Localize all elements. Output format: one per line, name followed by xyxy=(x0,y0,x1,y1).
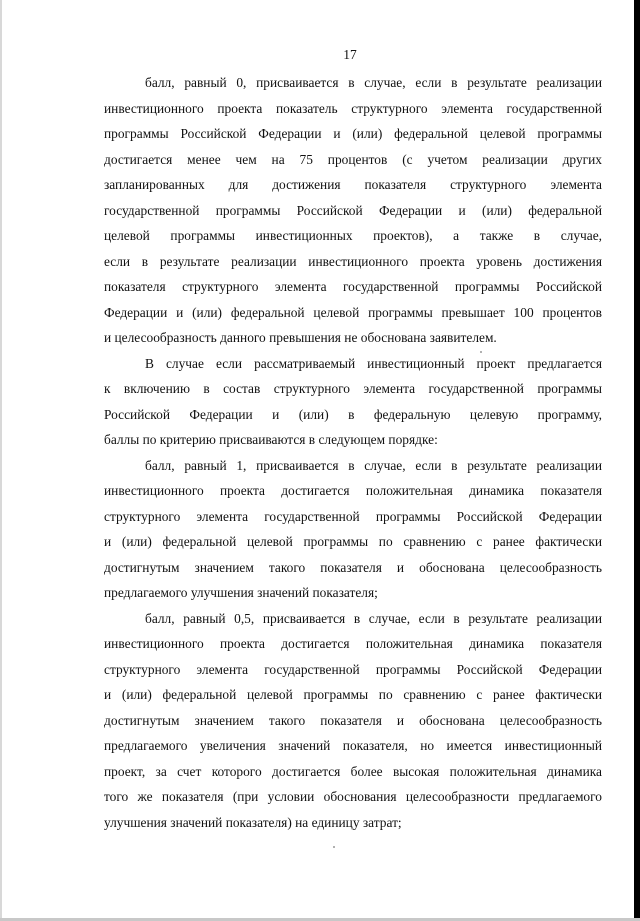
text-line: предлагаемого улучшения значений показателя; xyxy=(104,585,378,600)
text-line: инвестиционного проекта показатель структурного элемента государственной xyxy=(104,100,602,116)
scan-speck xyxy=(333,846,335,848)
text-line: целевой программы инвестиционных проектов), а также в случае, xyxy=(104,228,602,243)
text-line: баллы по критерию присваиваются в следующем порядке: xyxy=(104,432,438,447)
text-line: достигнутым значением такого показателя и обоснована целесообразность xyxy=(104,712,602,728)
paragraph xyxy=(104,453,602,606)
scan-speck xyxy=(480,351,482,353)
text-line: проект, за счет которого достигается более высокая положительная динамика xyxy=(104,763,602,779)
text-line: того же показателя (при условии обоснования целесообразности предлагаемого xyxy=(104,789,602,804)
text-line: показателя структурного элемента государственной программы Российской xyxy=(104,279,602,294)
text-line: и (или) федеральной целевой программы по сравнению с ранее фактически xyxy=(104,687,602,702)
text-line: запланированных для достижения показателя структурного элемента xyxy=(104,177,602,192)
text-line: балл, равный 0,5, присваивается в случае, если в результате реализации xyxy=(145,610,602,626)
text-line: предлагаемого увеличения значений показателя, но имеется инвестиционный xyxy=(104,738,602,753)
document-body xyxy=(104,70,602,835)
text-line: структурного элемента государственной программы Российской Федерации xyxy=(104,661,602,677)
text-line: Российской Федерации и (или) в федеральную целевую программу, xyxy=(104,406,602,422)
text-line: государственной программы Российской Федерации и (или) федеральной xyxy=(104,202,602,218)
paragraph xyxy=(104,606,602,836)
text-line: В случае если рассматриваемый инвестиционный проект предлагается xyxy=(145,355,602,371)
text-line: достигнутым значением такого показателя и обоснована целесообразность xyxy=(104,559,602,575)
scan-edge-left xyxy=(0,0,2,921)
text-line: структурного элемента государственной программы Российской Федерации xyxy=(104,508,602,524)
page-number: 17 xyxy=(343,47,357,62)
text-line: программы Российской Федерации и (или) федеральной целевой программы xyxy=(104,126,602,141)
text-line: балл, равный 0, присваивается в случае, если в результате реализации xyxy=(145,75,602,90)
text-line: если в результате реализации инвестиционного проекта уровень достижения xyxy=(104,253,602,269)
text-line: достигается менее чем на 75 процентов (с учетом реализации других xyxy=(104,151,602,167)
paragraph xyxy=(104,70,602,351)
text-line: балл, равный 1, присваивается в случае, если в результате реализации xyxy=(145,457,602,473)
text-line: и целесообразность данного превышения не обоснована заявителем. xyxy=(104,330,497,345)
text-line: улучшения значений показателя) на единицу затрат; xyxy=(104,814,402,830)
paragraph xyxy=(104,351,602,453)
text-line: инвестиционного проекта достигается положительная динамика показателя xyxy=(104,483,602,498)
text-line: инвестиционного проекта достигается положительная динамика показателя xyxy=(104,636,602,651)
text-line: Федерации и (или) федеральной целевой программы превышает 100 процентов xyxy=(104,304,602,320)
text-line: к включению в состав структурного элемента государственной программы xyxy=(104,381,602,396)
text-line: и (или) федеральной целевой программы по сравнению с ранее фактически xyxy=(104,534,602,549)
scan-edge-right xyxy=(634,0,640,921)
